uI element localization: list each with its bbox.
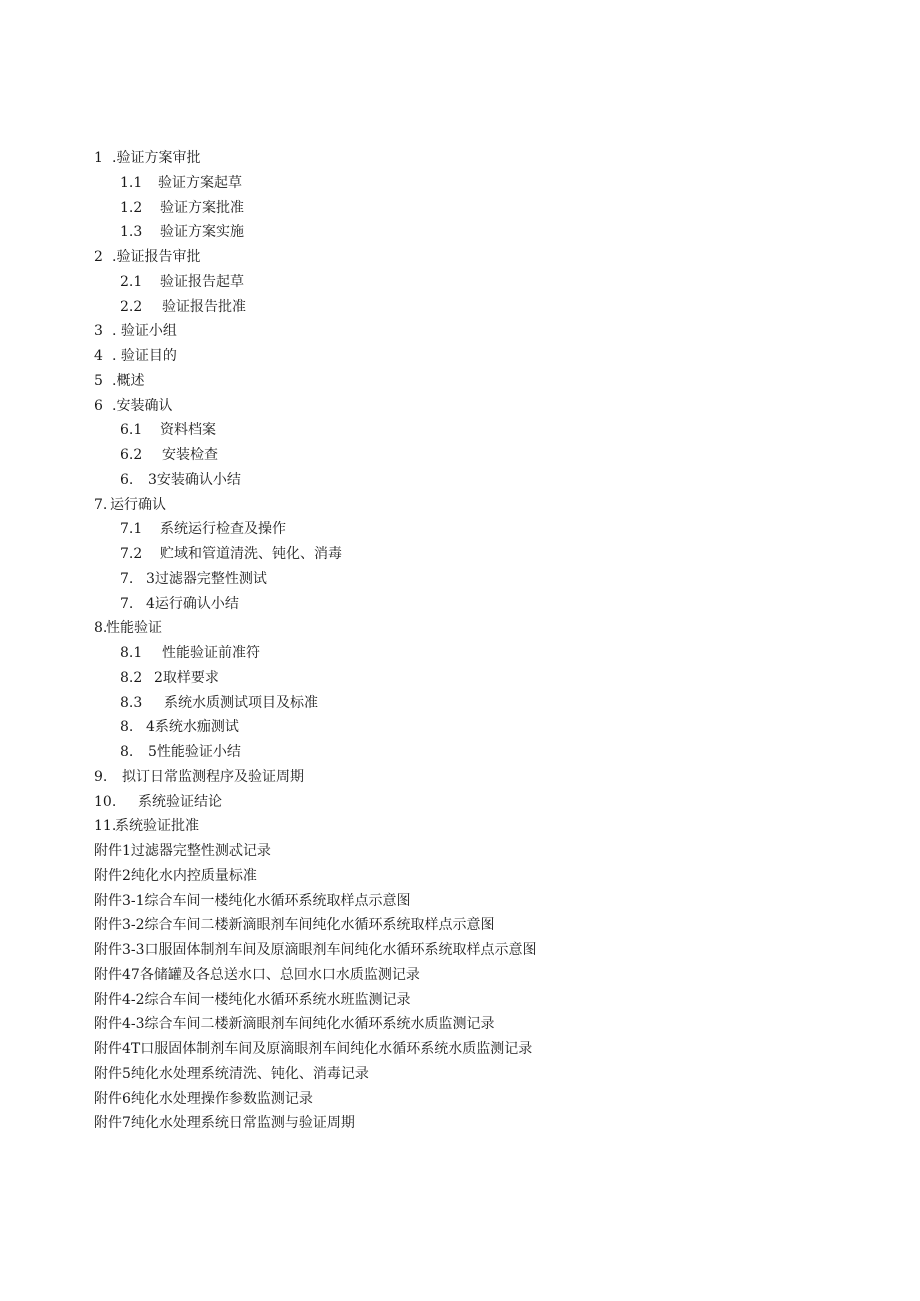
table-of-contents	[0, 146, 920, 1136]
toc-entry	[0, 765, 920, 790]
toc-entry-title: 系统验证结论	[138, 793, 222, 810]
toc-entry	[0, 344, 920, 369]
toc-entry	[0, 418, 920, 443]
toc-entry-title: . 验证小组	[112, 323, 177, 340]
toc-entry-number: 1.1	[120, 174, 143, 191]
toc-entry	[0, 790, 920, 815]
toc-entry	[0, 864, 920, 889]
toc-entry	[0, 245, 920, 270]
toc-entry-title: 拟订日常监测程序及验证周期	[122, 768, 304, 785]
toc-entry-title: 系统水质测试项目及标准	[164, 694, 318, 711]
toc-entry-number: 1.2	[120, 199, 143, 216]
toc-entry-number: 2	[94, 249, 103, 265]
toc-entry-number: 10.	[94, 793, 117, 810]
toc-entry	[0, 196, 920, 221]
toc-entry-number: 2.1	[120, 273, 143, 290]
toc-entry-number: 6.2	[120, 447, 143, 463]
toc-entry-title: 5性能验证小结	[148, 744, 241, 760]
toc-entry	[0, 1087, 920, 1112]
toc-entry-title: 验证报告批准	[162, 298, 246, 315]
toc-entry-number: 11.	[94, 818, 117, 835]
toc-entry-title: .验证报告审批	[112, 249, 201, 265]
toc-entry-title: 性能验证	[106, 620, 162, 637]
toc-entry	[0, 814, 920, 839]
toc-entry	[0, 270, 920, 295]
toc-entry	[0, 641, 920, 666]
toc-entry	[0, 938, 920, 963]
toc-entry	[0, 369, 920, 394]
toc-entry	[0, 666, 920, 691]
toc-entry	[0, 616, 920, 641]
toc-entry-number: 3	[94, 323, 103, 340]
toc-entry-title: 附件1过滤器完整性测忒记录	[94, 843, 271, 859]
toc-entry	[0, 715, 920, 740]
toc-entry-title: 运行确认	[110, 496, 166, 513]
toc-entry-title: 附件3-1综合车间一楼纯化水循环系统取样点示意图	[94, 892, 411, 909]
toc-entry-title: 性能验证前准符	[162, 645, 260, 661]
toc-entry-title: 验证方案实施	[160, 224, 244, 241]
toc-entry	[0, 740, 920, 765]
toc-entry	[0, 493, 920, 518]
toc-entry-title: 附件4T口服固体制剂车间及原滴眼剂车间纯化水循环系统水质监测记录	[94, 1041, 533, 1057]
toc-entry-number: 8.	[120, 744, 134, 760]
toc-entry-number: 7.	[94, 496, 108, 513]
toc-entry-title: 附件6纯化水处理操作参数监测记录	[94, 1090, 313, 1107]
toc-entry-title: 附件3-3口服固体制剂车间及原滴眼剂车间纯化水循环系统取样点示意图	[94, 942, 537, 958]
toc-entry-title: 2取样要求	[154, 669, 219, 686]
toc-entry-title: 系统运行检查及操作	[160, 521, 286, 538]
toc-entry	[0, 592, 920, 617]
toc-entry-number: 8.3	[120, 694, 143, 711]
toc-entry-title: 安装检查	[162, 447, 218, 463]
toc-entry	[0, 1111, 920, 1136]
toc-entry	[0, 988, 920, 1013]
toc-entry	[0, 468, 920, 493]
toc-entry-title: .验证方案审批	[112, 150, 201, 166]
toc-entry	[0, 443, 920, 468]
toc-entry-title: 4运行确认小结	[146, 595, 239, 612]
toc-entry-title: 验证报告起草	[160, 273, 244, 290]
toc-entry	[0, 567, 920, 592]
toc-entry-title: 附件47各储罐及各总送水口、总回水口水质监测记录	[94, 966, 420, 983]
toc-entry	[0, 1037, 920, 1062]
toc-entry-number: 6	[94, 397, 103, 414]
toc-entry-number: 8.2	[120, 669, 143, 686]
toc-entry	[0, 517, 920, 542]
toc-entry-title: 4系统水痂测试	[146, 719, 239, 736]
toc-entry	[0, 1062, 920, 1087]
toc-entry-number: 1	[94, 150, 103, 166]
toc-entry-number: 6.1	[120, 422, 143, 439]
toc-entry-title: .安装确认	[112, 397, 173, 414]
toc-entry-number: 1.3	[120, 224, 143, 241]
toc-entry-title: 附件4-2综合车间一楼纯化水循环系统水班监测记录	[94, 991, 411, 1008]
toc-entry	[0, 542, 920, 567]
toc-entry-title: 3安装确认小结	[148, 471, 241, 488]
toc-entry	[0, 839, 920, 864]
toc-entry	[0, 171, 920, 196]
toc-entry-number: 7.	[120, 570, 134, 587]
toc-entry	[0, 319, 920, 344]
toc-entry-number: 8.	[120, 719, 134, 736]
toc-entry-number: 6.	[120, 471, 134, 488]
toc-entry	[0, 394, 920, 419]
toc-entry-title: 附件4-3综合车间二楼新滴眼剂车间纯化水循环系统水质监测记录	[94, 1016, 495, 1033]
toc-entry-number: 9.	[94, 768, 108, 785]
toc-entry-title: 附件5纯化水处理系统清洗、钝化、消毒记录	[94, 1065, 369, 1082]
toc-entry-number: 7.1	[120, 521, 143, 538]
toc-entry	[0, 889, 920, 914]
toc-entry	[0, 913, 920, 938]
toc-entry-number: 8.1	[120, 645, 143, 661]
toc-entry-title: 附件2纯化水内控质量标准	[94, 867, 257, 884]
toc-entry-number: 5	[94, 372, 103, 389]
toc-entry-title: 资料档案	[160, 422, 216, 439]
toc-entry-title: . 验证目的	[112, 348, 177, 364]
toc-entry	[0, 295, 920, 320]
toc-entry	[0, 220, 920, 245]
toc-entry-title: 系统验证批准	[115, 818, 199, 835]
toc-entry-title: 附件3-2综合车间二楼新滴眼剂车间纯化水循环系统取样点示意图	[94, 917, 495, 934]
toc-entry-title: 贮域和管道清洗、钝化、消毒	[160, 546, 342, 562]
toc-entry-number: 8.	[94, 620, 108, 637]
toc-entry	[0, 146, 920, 171]
toc-entry	[0, 1012, 920, 1037]
toc-entry-number: 2.2	[120, 298, 143, 315]
toc-entry-title: .概述	[112, 372, 145, 389]
toc-entry-title: 验证方案起草	[158, 174, 242, 191]
toc-entry	[0, 691, 920, 716]
toc-entry-title: 验证方案批准	[160, 199, 244, 216]
toc-entry-number: 7.2	[120, 546, 143, 562]
toc-entry-title: 附件7纯化水处理系统日常监测与验证周期	[94, 1115, 355, 1132]
toc-entry-title: 3过滤器完整性测试	[146, 570, 267, 587]
toc-entry-number: 7.	[120, 595, 134, 612]
toc-entry	[0, 963, 920, 988]
toc-entry-number: 4	[94, 348, 103, 364]
